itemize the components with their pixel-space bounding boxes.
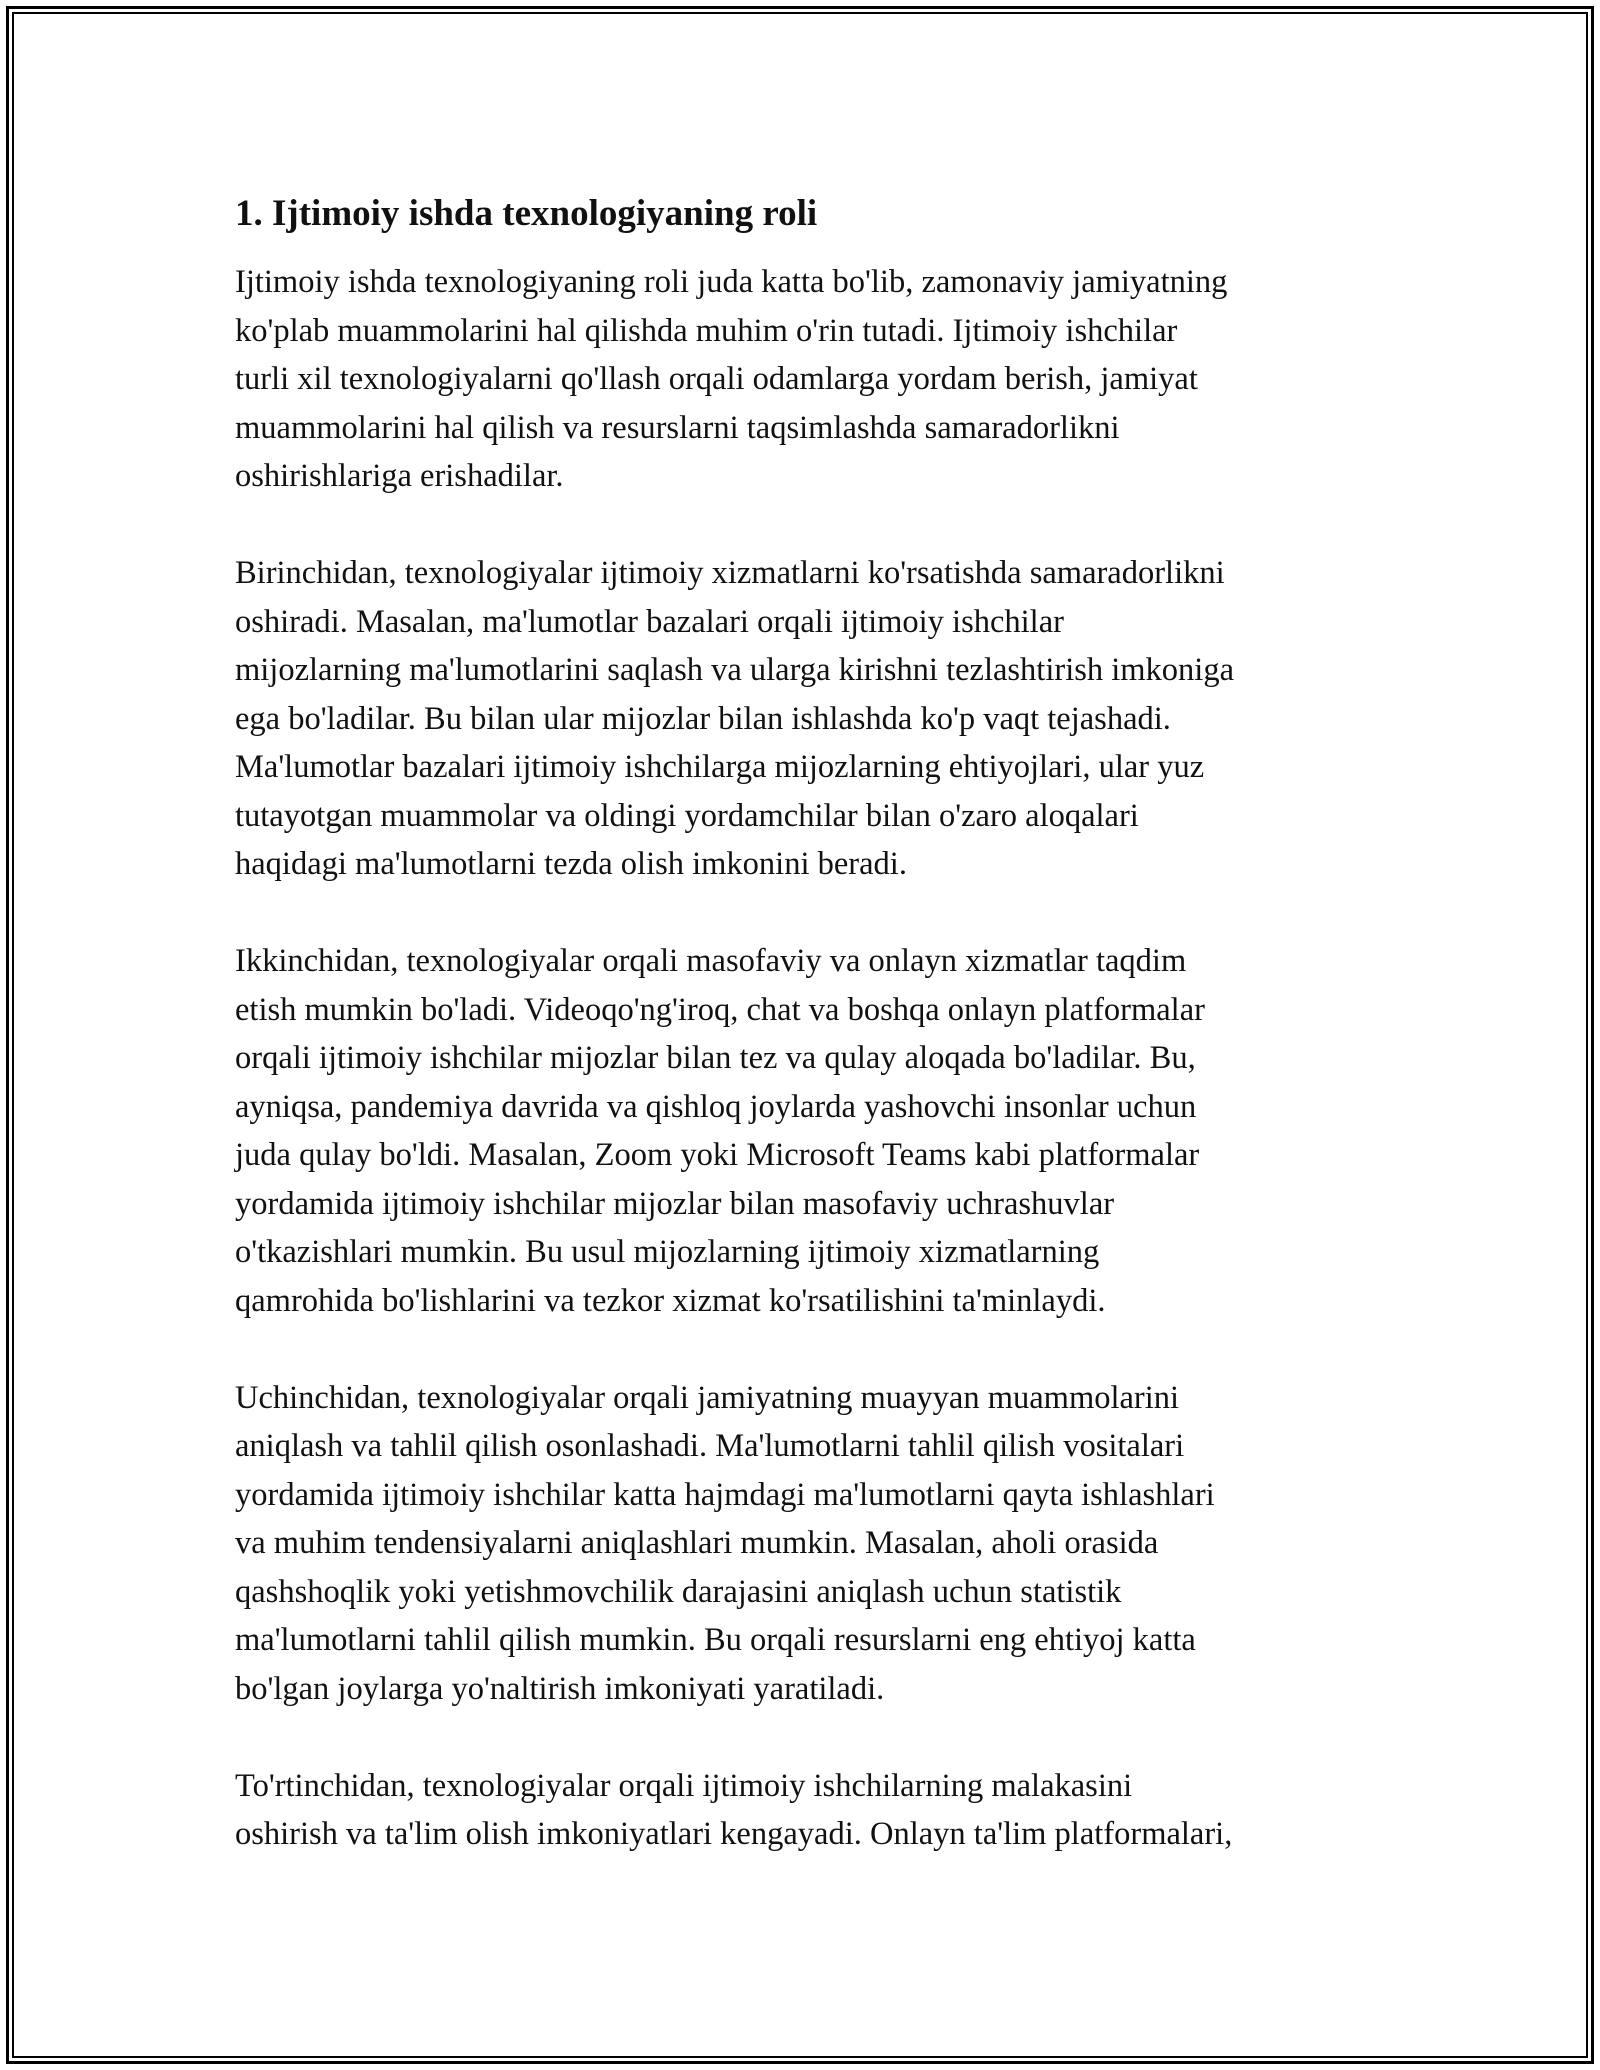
paragraph-intro bbox=[235, 258, 1375, 501]
text-line: tutayotgan muammolar va oldingi yordamchilar bilan o'zaro aloqalari bbox=[235, 797, 1139, 834]
text-line: ayniqsa, pandemiya davrida va qishloq joylarda yashovchi insonlar uchun bbox=[235, 1088, 1197, 1125]
text-line: oshirishlariga erishadilar. bbox=[235, 458, 564, 494]
text-line: ma'lumotlarni tahlil qilish mumkin. Bu orqali resurslarni eng ehtiyoj katta bbox=[235, 1622, 1196, 1658]
text-line: qashshoqlik yoki yetishmovchilik darajasini aniqlash uchun statistik bbox=[235, 1573, 1122, 1610]
text-line: oshirish va ta'lim olish imkoniyatlari kengayadi. Onlayn ta'lim platformalari, bbox=[235, 1816, 1233, 1852]
text-line: To'rtinchidan, texnologiyalar orqali ijtimoiy ishchilarning malakasini bbox=[235, 1767, 1133, 1804]
text-line: va muhim tendensiyalarni aniqlashlari mumkin. Masalan, aholi orasida bbox=[235, 1525, 1159, 1561]
text-line: o'tkazishlari mumkin. Bu usul mijozlarning ijtimoiy xizmatlarning bbox=[235, 1234, 1100, 1270]
text-line: muammolarini hal qilish va resurslarni taqsimlashda samaradorlikni bbox=[235, 409, 1120, 446]
text-line: ega bo'ladilar. Bu bilan ular mijozlar bilan ishlashda ko'p vaqt tejashadi. bbox=[235, 700, 1171, 737]
text-line: aniqlash va tahlil qilish osonlashadi. Ma'lumotlarni tahlil qilish vositalari bbox=[235, 1428, 1185, 1464]
text-line: Ma'lumotlar bazalari ijtimoiy ishchilarga mijozlarning ehtiyojlari, ular yuz bbox=[235, 749, 1205, 785]
text-line: Uchinchidan, texnologiyalar orqali jamiyatning muayyan muammolarini bbox=[235, 1379, 1180, 1416]
text-line: mijozlarning ma'lumotlarini saqlash va ularga kirishni tezlashtirish imkoniga bbox=[235, 652, 1235, 688]
text-line: ko'plab muammolarini hal qilishda muhim o'rin tutadi. Ijtimoiy ishchilar bbox=[235, 312, 1178, 349]
text-line: yordamida ijtimoiy ishchilar katta hajmdagi ma'lumotlarni qayta ishlashlari bbox=[235, 1476, 1215, 1513]
text-line: Ijtimoiy ishda texnologiyaning roli juda katta bo'lib, zamonaviy jamiyatning bbox=[235, 264, 1228, 300]
text-line: orqali ijtimoiy ishchilar mijozlar bilan tez va qulay aloqada bo'ladilar. Bu, bbox=[235, 1040, 1196, 1076]
text-line: bo'lgan joylarga yo'naltirish imkoniyati yaratiladi. bbox=[235, 1670, 885, 1707]
text-line: juda qulay bo'ldi. Masalan, Zoom yoki Microsoft Teams kabi platformalar bbox=[235, 1137, 1200, 1173]
text-line: haqidagi ma'lumotlarni tezda olish imkonini beradi. bbox=[235, 846, 907, 882]
text-line: yordamida ijtimoiy ishchilar mijozlar bilan masofaviy uchrashuvlar bbox=[235, 1185, 1115, 1222]
text-line: oshiradi. Masalan, ma'lumotlar bazalari orqali ijtimoiy ishchilar bbox=[235, 603, 1064, 640]
text-line: qamrohida bo'lishlarini va tezkor xizmat ko'rsatilishini ta'minlaydi. bbox=[235, 1282, 1106, 1319]
section-heading: 1. Ijtimoiy ishda texnologiyaning roli bbox=[235, 193, 818, 234]
text-line: etish mumkin bo'ladi. Videoqo'ng'iroq, chat va boshqa onlayn platformalar bbox=[235, 991, 1205, 1028]
paragraph-first bbox=[235, 549, 1375, 889]
text-line: Birinchidan, texnologiyalar ijtimoiy xizmatlarni ko'rsatishda samaradorlikni bbox=[235, 555, 1225, 591]
paragraph-second bbox=[235, 937, 1375, 1325]
text-line: turli xil texnologiyalarni qo'llash orqali odamlarga yordam berish, jamiyat bbox=[235, 361, 1198, 397]
document-body bbox=[235, 186, 1375, 1907]
text-line: Ikkinchidan, texnologiyalar orqali masofaviy va onlayn xizmatlar taqdim bbox=[235, 943, 1187, 979]
paragraph-fourth bbox=[235, 1762, 1375, 1859]
paragraph-third bbox=[235, 1374, 1375, 1714]
